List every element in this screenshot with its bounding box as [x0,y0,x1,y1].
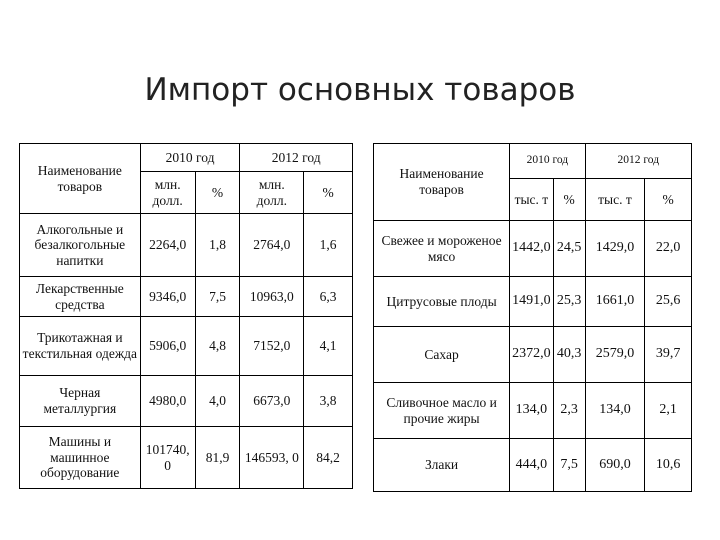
header-unit-money-2012: млн. долл. [240,172,304,214]
row-name: Цитрусовые плоды [374,277,510,327]
import-table-money [19,143,353,489]
table-row [374,383,692,439]
value-2010: 2264,0 [140,214,195,277]
row-name: Злаки [374,439,510,492]
header-unit-mass-2010: тыс. т [510,179,554,221]
value-2010: 4980,0 [140,376,195,427]
header-unit-pct-2012: % [645,179,692,221]
value-2010: 134,0 [510,383,554,439]
percent-2012: 4,1 [304,317,353,376]
import-table-mass [373,143,692,492]
percent-2012: 6,3 [304,277,353,317]
value-2012: 1661,0 [585,277,645,327]
header-unit-pct-2012: % [304,172,353,214]
value-2012: 2764,0 [240,214,304,277]
table-row [374,277,692,327]
value-2012: 690,0 [585,439,645,492]
percent-2010: 4,8 [195,317,240,376]
value-2012: 10963,0 [240,277,304,317]
header-name: Наименование товаров [20,144,141,214]
percent-2010: 81,9 [195,427,240,489]
percent-2012: 10,6 [645,439,692,492]
table-row [20,277,353,317]
table-row [20,376,353,427]
value-2012: 6673,0 [240,376,304,427]
header-unit-money-2010: млн. долл. [140,172,195,214]
percent-2012: 1,6 [304,214,353,277]
table-row [20,427,353,489]
percent-2010: 24,5 [553,221,585,277]
row-name: Свежее и мороженое мясо [374,221,510,277]
value-2010: 5906,0 [140,317,195,376]
percent-2010: 7,5 [195,277,240,317]
value-2012: 1429,0 [585,221,645,277]
page-title: Импорт основных товаров [144,72,576,108]
header-year-2012: 2012 год [585,144,691,179]
header-year-2012: 2012 год [240,144,353,172]
percent-2012: 2,1 [645,383,692,439]
percent-2010: 25,3 [553,277,585,327]
table-row [374,439,692,492]
percent-2010: 2,3 [553,383,585,439]
percent-2010: 40,3 [553,327,585,383]
percent-2010: 7,5 [553,439,585,492]
row-name: Алкогольные и безалкогольные напитки [20,214,141,277]
table-row [374,221,692,277]
row-name: Лекарственные средства [20,277,141,317]
table-row [20,214,353,277]
row-name: Трикотажная и текстильная одежда [20,317,141,376]
header-year-2010: 2010 год [510,144,585,179]
value-2012: 146593, 0 [240,427,304,489]
table-row [20,317,353,376]
percent-2010: 1,8 [195,214,240,277]
header-unit-mass-2012: тыс. т [585,179,645,221]
percent-2012: 3,8 [304,376,353,427]
percent-2010: 4,0 [195,376,240,427]
percent-2012: 22,0 [645,221,692,277]
row-name: Черная металлургия [20,376,141,427]
header-unit-pct-2010: % [195,172,240,214]
value-2012: 2579,0 [585,327,645,383]
header-name: Наименование товаров [374,144,510,221]
value-2012: 134,0 [585,383,645,439]
value-2010: 444,0 [510,439,554,492]
percent-2012: 39,7 [645,327,692,383]
value-2010: 9346,0 [140,277,195,317]
value-2010: 2372,0 [510,327,554,383]
header-year-2010: 2010 год [140,144,240,172]
percent-2012: 84,2 [304,427,353,489]
percent-2012: 25,6 [645,277,692,327]
row-name: Машины и машинное оборудование [20,427,141,489]
row-name: Сахар [374,327,510,383]
value-2012: 7152,0 [240,317,304,376]
value-2010: 101740, 0 [140,427,195,489]
header-unit-pct-2010: % [553,179,585,221]
table-row [374,327,692,383]
row-name: Сливочное масло и прочие жиры [374,383,510,439]
value-2010: 1491,0 [510,277,554,327]
value-2010: 1442,0 [510,221,554,277]
